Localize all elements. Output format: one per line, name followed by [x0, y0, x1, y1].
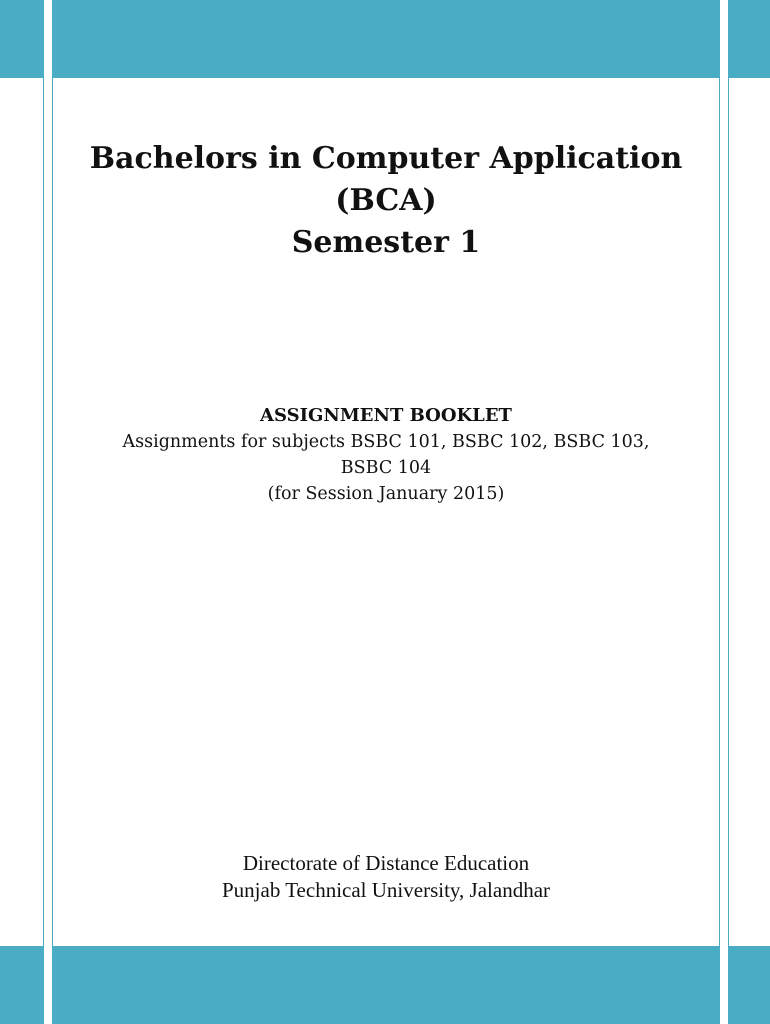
publisher-info	[53, 850, 719, 904]
bottom-band-right	[729, 946, 770, 1024]
session-line: (for Session January 2015)	[267, 484, 505, 504]
top-band-left	[0, 0, 43, 78]
top-band-right	[729, 0, 770, 78]
document-title	[53, 138, 719, 264]
bottom-band-left	[0, 946, 43, 1024]
assignment-info	[53, 403, 719, 507]
right-border-inner	[719, 0, 720, 1024]
bottom-band-center	[53, 946, 719, 1024]
university-name: Punjab Technical University, Jalandhar	[221, 878, 551, 902]
title-line-abbreviation: (BCA)	[335, 183, 437, 218]
top-band-center	[53, 0, 719, 78]
directorate-name: Directorate of Distance Education	[242, 851, 530, 875]
right-border-outer	[728, 0, 729, 1024]
booklet-heading: ASSIGNMENT BOOKLET	[260, 405, 512, 426]
title-line-program: Bachelors in Computer Application	[89, 141, 683, 176]
subjects-line-1: Assignments for subjects BSBC 101, BSBC 102, BSBC 103,	[122, 432, 650, 452]
subjects-line-2: BSBC 104	[340, 458, 432, 478]
left-border-outer	[43, 0, 44, 1024]
title-line-semester: Semester 1	[291, 225, 481, 260]
